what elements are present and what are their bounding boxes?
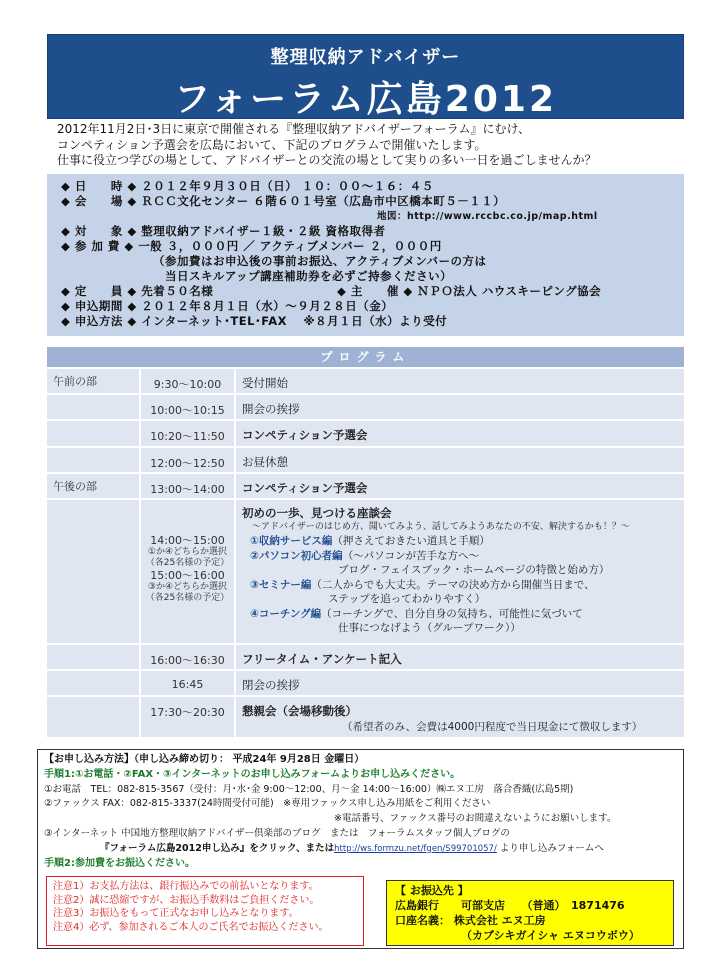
subsession-name: ②パソコン初心者編 bbox=[250, 549, 343, 562]
program-table bbox=[47, 369, 684, 739]
roundtable-title: 初めの一歩、見つける座談会 bbox=[242, 506, 392, 520]
subsession-4 bbox=[242, 607, 684, 622]
subsession-name: ④コーチング編 bbox=[250, 607, 322, 620]
subsession-desc: （コーチングで、自分自身の気持ち、可能性に気づいて bbox=[321, 607, 583, 620]
info-fee-note: （参加費はお申込後の事前お振込、アクティブメンバーの方は bbox=[153, 254, 487, 268]
subsession-desc: ブログ・フェイスブック・ホームページの特徴と始め方） bbox=[338, 564, 610, 576]
apply-step1: 手順1:①お電話・②FAX・③インターネットのお申し込みフォームよりお申し込みください。 bbox=[44, 768, 461, 780]
title-subtitle: 整理収納アドバイザー bbox=[270, 47, 461, 68]
intro-line: コンペティション予選会を広島において、下記のプログラムで開催いたします。 bbox=[57, 137, 487, 152]
apply-tel: ①お電話 TEL：082-815-3567（受付：月･水･金 9:00～12:00、月～金 14:00～16:00）㈱エヌ工房 落合香織(広島5期) bbox=[44, 783, 574, 795]
bank-holder: 口座名義： 株式会社 エヌ工房 bbox=[395, 914, 546, 927]
subsession-desc: 仕事につなげよう（グループワーク）） bbox=[338, 622, 521, 634]
program-time: 16:00～16:30 bbox=[139, 645, 236, 669]
program-time: 17:30～20:30 bbox=[139, 697, 236, 737]
subsession-desc: （～パソコンが苦手な方へ～ bbox=[342, 549, 479, 562]
info-target: ◆ 対 象 ◆ 整理収納アドバイザー１級・２級 資格取得者 bbox=[61, 224, 386, 238]
session-label-morning: 午前の部 bbox=[53, 375, 97, 388]
program-row bbox=[47, 474, 684, 500]
program-time: 14:00～15:00 bbox=[150, 534, 225, 547]
program-item: フリータイム・アンケート記入 bbox=[242, 652, 402, 666]
program-row bbox=[47, 369, 684, 395]
program-item: お昼休憩 bbox=[242, 455, 288, 469]
program-row bbox=[47, 448, 684, 474]
program-time: 10:00～10:15 bbox=[139, 395, 236, 419]
subsession-desc: ステップを追ってわかりやすく） bbox=[328, 593, 486, 605]
program-time-roundtable bbox=[139, 500, 236, 643]
program-row bbox=[47, 395, 684, 421]
subsession-name: ③セミナー編 bbox=[250, 578, 312, 591]
info-fee: ◆ 参 加 費 ◆ 一般 ３，０００円 ／ アクティブメンバー ２，０００円 bbox=[61, 239, 442, 253]
apply-net: ③インターネット 中国地方整理収納アドバイザー倶楽部のブログ または フォーラムスタッフ個人ブログの bbox=[44, 827, 510, 839]
program-item: 開会の挨拶 bbox=[242, 402, 300, 416]
intro-text bbox=[57, 122, 697, 169]
bank-holder-kana: （カブシキガイシャ エヌコウボウ） bbox=[461, 929, 640, 942]
program-item: 閉会の挨拶 bbox=[242, 678, 300, 692]
event-info-box bbox=[47, 174, 684, 336]
apply-step2: 手順2:参加費をお振込ください。 bbox=[44, 857, 195, 869]
subsession-desc: （押さえておきたい道具と手順） bbox=[332, 535, 490, 547]
apply-fax-note: ※電話番号、ファックス番号のお間違えないようにお願いします。 bbox=[334, 813, 617, 825]
apply-net-text: より申し込みフォームへ bbox=[496, 842, 604, 854]
program-item: コンペティション予選会 bbox=[242, 428, 368, 442]
program-item: 受付開始 bbox=[242, 376, 288, 390]
info-fee-note: 当日スキルアップ講座補助券を必ずご持参ください） bbox=[165, 269, 453, 283]
note-item: 注意1）お支払方法は、銀行振込みでの前払いとなります。 bbox=[53, 881, 319, 892]
subsession-2 bbox=[242, 549, 684, 564]
subsession-3 bbox=[242, 578, 684, 593]
apply-fax: ②ファックス FAX：082-815-3337(24時間受付可能) ※専用ファックス申し込み用紙をご利用ください bbox=[44, 798, 491, 810]
application-box bbox=[37, 749, 684, 949]
title-banner bbox=[47, 34, 684, 119]
info-method: ◆ 申込方法 ◆ インターネット･TEL･FAX ※８月１日（水）より受付 bbox=[61, 314, 448, 328]
form-link[interactable]: http://ws.formzu.net/fgen/S99701057/ bbox=[334, 843, 497, 854]
note-item: 注意3）お振込をもって正式なお申し込みとなります。 bbox=[53, 908, 299, 919]
info-period: ◆ 申込期間 ◆ ２０１２年８月１日（水）～９月２８日（金） bbox=[61, 299, 394, 313]
bank-info-box bbox=[386, 880, 674, 946]
program-row bbox=[47, 645, 684, 671]
program-time: 9:30～10:00 bbox=[139, 369, 236, 393]
note-item: 注意2）誠に恐縮ですが、お振込手数料はご負担ください。 bbox=[53, 894, 320, 906]
subsession-name: ①収納サービス編 bbox=[250, 535, 333, 547]
session-label-afternoon: 午後の部 bbox=[53, 480, 97, 493]
party-note: （希望者のみ、会費は4000円程度で当日現金にて徴収します） bbox=[342, 721, 643, 733]
program-item: 懇親会（会場移動後） bbox=[242, 704, 357, 718]
info-venue: ◆ 会 場 ◆ ＲＣＣ文化センター ６階６０１号室（広島市中区橋本町５－１１） bbox=[61, 194, 506, 208]
roundtable-subtitle: ～アドバイザーのはじめ方、聞いてみよう、話してみようあなたの不安、解決するかも！？～ bbox=[252, 522, 630, 532]
info-map: 地図：http://www.rccbc.co.jp/map.html bbox=[377, 211, 598, 222]
bank-title: 【 お振込先 】 bbox=[395, 884, 469, 897]
program-time: 16:45 bbox=[139, 671, 236, 695]
info-host: ◆ 主 催 ◆ ＮＰＯ法人 ハウスキーピング協会 bbox=[337, 284, 602, 298]
program-row bbox=[47, 421, 684, 448]
program-time: 10:20～11:50 bbox=[139, 421, 236, 446]
program-row-roundtable bbox=[47, 500, 684, 645]
bank-account: 広島銀行 可部支店 （普通） 1871476 bbox=[395, 899, 625, 912]
notes-box bbox=[46, 876, 364, 946]
program-header: プログラム bbox=[47, 347, 684, 367]
info-date: ◆ 日 時 ◆ ２０１２年９月３０日（日） １０：００～１６：４５ bbox=[61, 179, 434, 193]
title-main: フォーラム広島2012 bbox=[173, 79, 558, 120]
choice-note: ③か④どちらか選択 bbox=[147, 582, 228, 592]
program-item-party bbox=[236, 697, 684, 737]
program-item: コンペティション予選会 bbox=[242, 481, 368, 495]
info-capacity: ◆ 定 員 ◆ 先着５０名様 bbox=[61, 284, 214, 298]
program-row bbox=[47, 671, 684, 697]
apply-net-text: 『フォーラム広島2012申し込み』をクリック、または bbox=[100, 842, 335, 854]
intro-line: 2012年11月2日･3日に東京で開催される『整理収納アドバイザーフォーラム』にむけ、 bbox=[57, 122, 531, 136]
program-time: 12:00～12:50 bbox=[139, 448, 236, 472]
capacity-note: （各25名様の予定） bbox=[145, 558, 230, 568]
roundtable-content bbox=[236, 500, 684, 643]
choice-note: ①か④どちらか選択 bbox=[147, 547, 228, 557]
capacity-note: （各25名様の予定） bbox=[145, 593, 230, 603]
program-row bbox=[47, 697, 684, 739]
intro-line: 仕事に役立つ学びの場として、アドバイザーとの交流の場として実りの多い一日を過ごしませんか？ bbox=[57, 153, 597, 167]
apply-net-line2 bbox=[44, 842, 677, 857]
subsession-1 bbox=[242, 534, 684, 549]
program-time: 13:00～14:00 bbox=[139, 474, 236, 498]
info-capacity-host-row bbox=[61, 284, 684, 299]
note-item: 注意4）必ず、参加されるご本人のご氏名でお振込ください。 bbox=[53, 921, 329, 933]
program-time: 15:00～16:00 bbox=[150, 569, 225, 582]
apply-header: 【お申し込み方法】（申し込み締め切り： 平成24年 9月28日 金曜日） bbox=[44, 754, 365, 765]
subsession-desc: （二人からでも大丈夫。テーマの決め方から開催当日まで、 bbox=[311, 578, 595, 591]
